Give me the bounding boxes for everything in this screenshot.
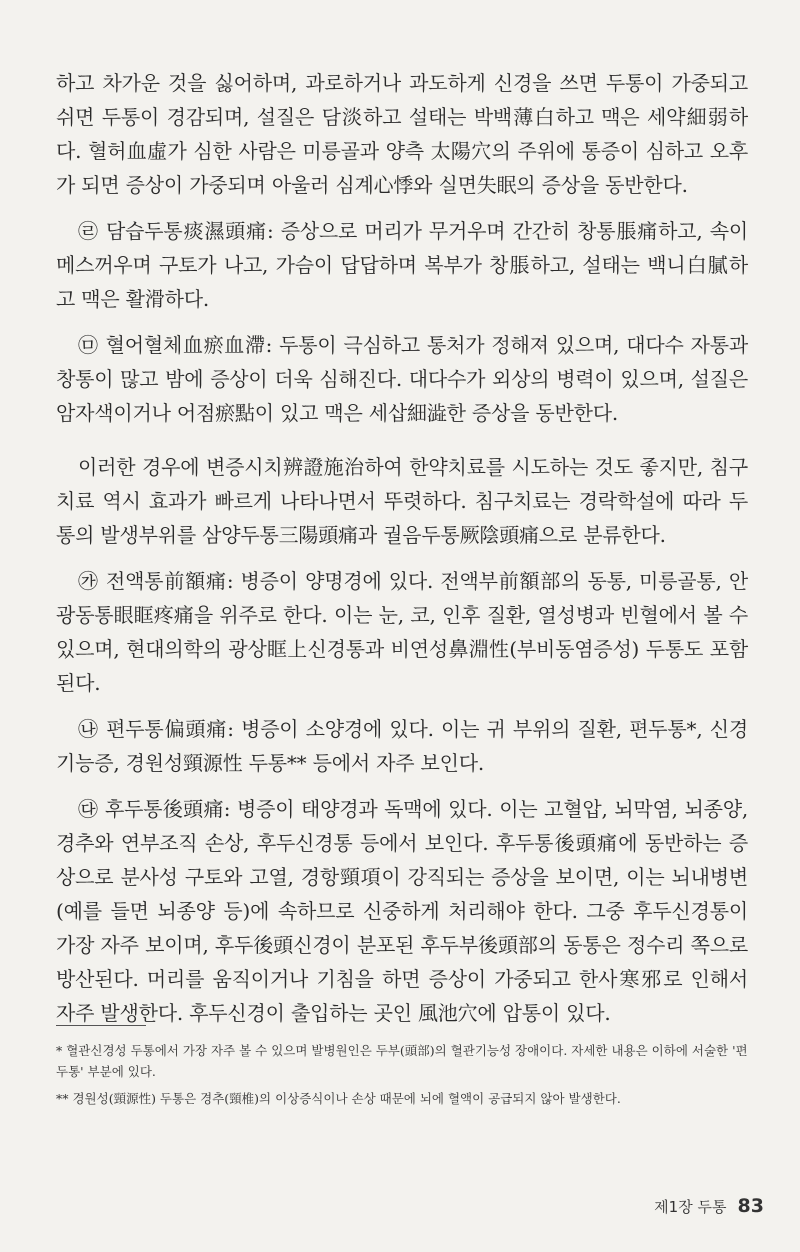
- paragraph-7-hudutong: ㉰ 후두통後頭痛: 병증이 태양경과 독맥에 있다. 이는 고혈압, 뇌막염, 뇌종양, 경추와 연부조직 손상, 후두신경통 등에서 보인다. 후두통後頭痛에 동반하는 증상으로 분사성 구토와 고열, 경항頸項이 강직되는 증상을 보이면, 이는 뇌내병변(예를 들면 뇌종양 등)에 속하므로 신중하게 처리해야 한다. 그중 후두신경통이 가장 자주 보이며, 후두後頭신경이 분포된 후두부後頭部의 동통은 정수리 쪽으로 방산된다. 머리를 움직이거나 기침을 하면 증상이 가중되고 한사寒邪로 인해서 자주 발생한다. 후두신경이 출입하는 곳인 風池穴에 압통이 있다.: [56, 797, 748, 1025]
- footnotes: [56, 1040, 752, 1109]
- page-footer: [654, 1195, 764, 1217]
- footnote-1: * 혈관신경성 두통에서 가장 자주 볼 수 있으며 발병원인은 두부(頭部)의 혈관기능성 장애이다. 자세한 내용은 이하에 서술한 '편두통' 부분에 있다.: [56, 1043, 748, 1079]
- chapter-title: 제1장 두통: [654, 1198, 727, 1216]
- paragraph-3-hyeoleo-hyeolche: ㉤ 혈어혈체血瘀血滯: 두통이 극심하고 통처가 정해져 있으며, 대다수 자통과 창통이 많고 밤에 증상이 더욱 심해진다. 대다수가 외상의 병력이 있으며, 설질은 암자색이거나 어점瘀點이 있고 맥은 세삽細澁한 증상을 동반한다.: [56, 333, 748, 425]
- paragraph-2-damseup-dutong: ㉣ 담습두통痰濕頭痛: 증상으로 머리가 무거우며 간간히 창통脹痛하고, 속이 메스꺼우며 구토가 나고, 가슴이 답답하며 복부가 창脹하고, 설태는 백니白膩하고 맥은 활滑하다.: [56, 219, 748, 311]
- footnote-divider: [56, 1025, 146, 1026]
- paragraph-4-classification: 이러한 경우에 변증시치辨證施治하여 한약치료를 시도하는 것도 좋지만, 침구치료 역시 효과가 빠르게 나타나면서 뚜렷하다. 침구치료는 경락학설에 따라 두통의 발생부위를 삼양두통三陽頭痛과 궐음두통厥陰頭痛으로 분류한다.: [56, 455, 748, 547]
- paragraph-6-pyeondutong: ㉯ 편두통偏頭痛: 병증이 소양경에 있다. 이는 귀 부위의 질환, 편두통*, 신경기능증, 경원성頸源性 두통** 등에서 자주 보인다.: [56, 717, 748, 775]
- page-number: 83: [737, 1195, 764, 1217]
- footnote-2: ** 경원성(頸源性) 두통은 경추(頸椎)의 이상증식이나 손상 때문에 뇌에 혈액이 공급되지 않아 발생한다.: [56, 1091, 621, 1106]
- paragraph-5-jeonaektong: ㉮ 전액통前額痛: 병증이 양명경에 있다. 전액부前額部의 동통, 미릉골통, 안광동통眼眶疼痛을 위주로 한다. 이는 눈, 코, 인후 질환, 열성병과 빈혈에서 볼 수 있으며, 현대의학의 광상眶上신경통과 비연성鼻淵性(부비동염증성) 두통도 포함된다.: [56, 569, 748, 695]
- paragraph-1: 하고 차가운 것을 싫어하며, 과로하거나 과도하게 신경을 쓰면 두통이 가중되고 쉬면 두통이 경감되며, 설질은 담淡하고 설태는 박백薄白하고 맥은 세약細弱하다. 혈허血虛가 심한 사람은 미릉골과 양측 太陽穴의 주위에 통증이 심하고 오후가 되면 증상이 가중되며 아울러 심계心悸와 실면失眠의 증상을 동반한다.: [56, 71, 748, 197]
- body-text: [56, 66, 748, 1030]
